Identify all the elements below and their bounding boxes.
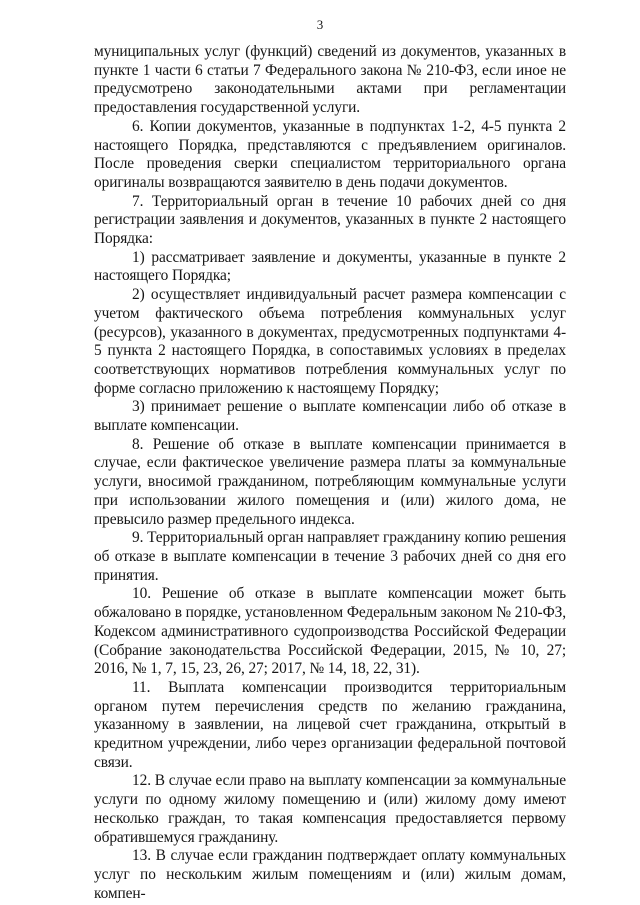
paragraph-7-item-3: 3) принимает решение о выплате компенсации либо об отказе в выплате компенсации.	[94, 398, 566, 435]
paragraph-10: 10. Решение об отказе в выплате компенсации может быть обжаловано в порядке, установленном Федеральным законом № 210-ФЗ, Кодексом административного судопроизводства Российской Федерации (Собрание законодательства Российской Федерации, 2015, № 10, 27; 2016, № 1, 7, 15, 23, 26, 27; 2017, № 14, 18, 22, 31).	[94, 585, 566, 678]
page-number: 3	[316, 17, 324, 32]
paragraph-13: 13. В случае если гражданин подтверждает оплату коммунальных услуг по нескольким жилым помещениям и (или) жилым домам, компен-	[94, 847, 566, 902]
paragraph-7-item-2: 2) осуществляет индивидуальный расчет размера компенсации с учетом фактического объема потребления коммунальных услуг (ресурсов), указанного в документах, предусмотренных подпунктами 4-5 пункта 2 настоящего Порядка, в сопоставимых условиях в пределах соответствующих нормативов потребления коммунальных услуг по форме согласно приложению к настоящему Порядку;	[94, 286, 566, 397]
paragraph-6: 6. Копии документов, указанные в подпунктах 1-2, 4-5 пункта 2 настоящего Порядка, представляются с предъявлением оригиналов. После проведения сверки специалистом территориального органа оригиналы возвращаются заявителю в день подачи документов.	[94, 117, 566, 191]
paragraph-continuation: муниципальных услуг (функций) сведений из документов, указанных в пункте 1 части 6 статьи 7 Федерального закона № 210-ФЗ, если иное не предусмотрено законодательными актами при регламентации предоставления государственной услуги.	[94, 43, 566, 117]
paragraph-12: 12. В случае если право на выплату компенсации за коммунальные услуги по одному жилому помещению и (или) жилому дому имеют несколько граждан, то такая компенсация предоставляется первому обратившемуся гражданину.	[94, 772, 566, 846]
paragraph-8: 8. Решение об отказе в выплате компенсации принимается в случае, если фактическое увеличение размера платы за коммунальные услуги, вносимой гражданином, потребляющим коммунальные услуги при использовании жилого помещения и (или) жилого дома, не превысило размер предельного индекса.	[94, 435, 566, 528]
paragraph-7: 7. Территориальный орган в течение 10 рабочих дней со дня регистрации заявления и документов, указанных в пункте 2 настоящего Порядка:	[94, 192, 566, 248]
paragraph-11: 11. Выплата компенсации производится территориальным органом путем перечисления средств по желанию гражданина, указанному в заявлении, на лицевой счет гражданина, открытый в кредитном учреждении, либо через организации федеральной почтовой связи.	[94, 678, 566, 771]
document-body	[94, 43, 566, 903]
paragraph-9: 9. Территориальный орган направляет гражданину копию решения об отказе в выплате компенсации в течение 3 рабочих дней со дня его принятия.	[94, 529, 566, 584]
paragraph-7-item-1: 1) рассматривает заявление и документы, указанные в пункте 2 настоящего Порядка;	[94, 248, 566, 285]
